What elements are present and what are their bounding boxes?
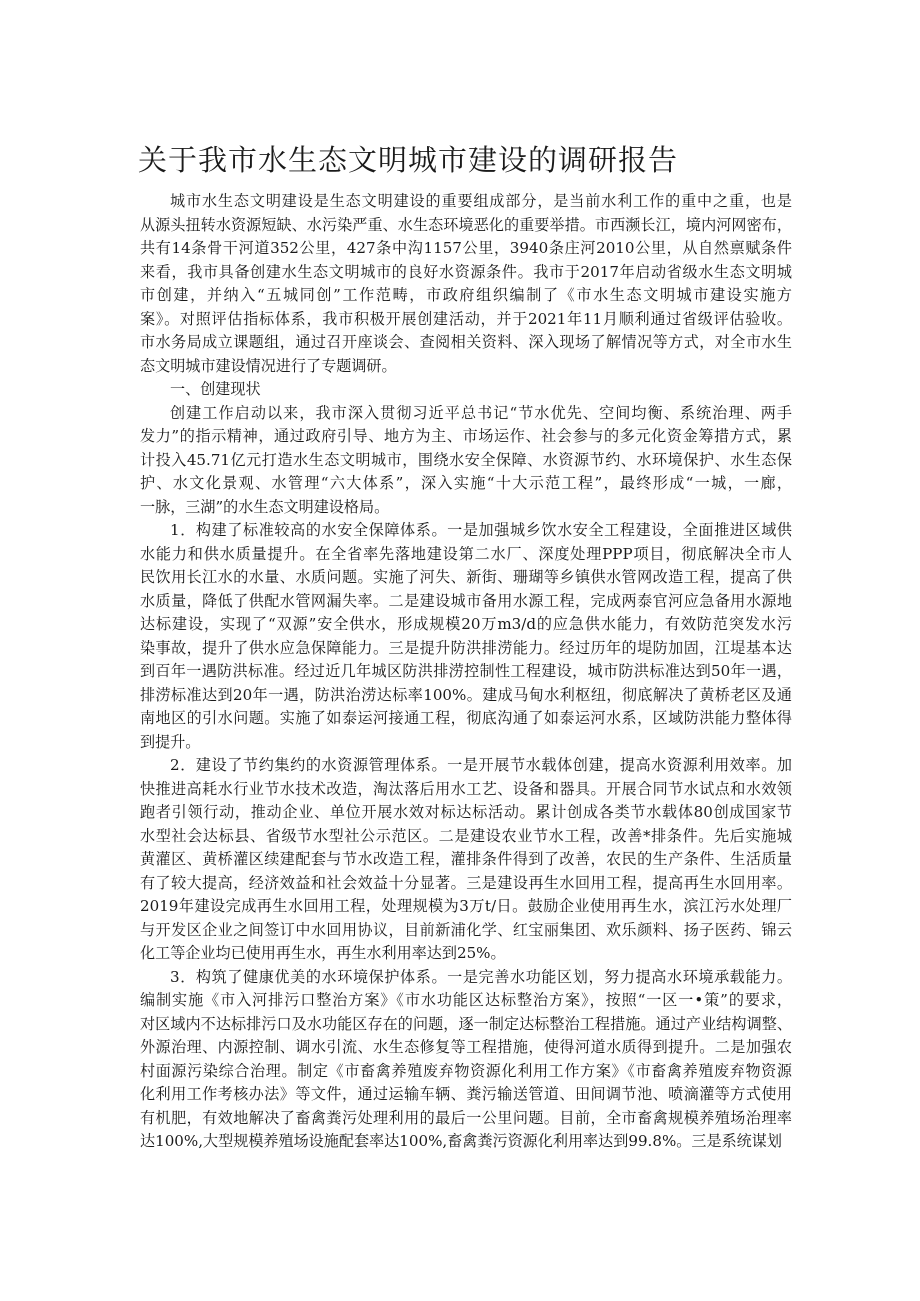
paragraph-line: 快推进高耗水行业节水技术改造，淘汰落后用水工艺、设备和器具。开展合同节水试点和水效领 [140,779,792,798]
paragraph-line: 对区域内不达标排污口及水功能区存在的问题，逐一制定达标整治工程措施。通过产业结构调整、 [140,1014,792,1033]
paragraph-line: 水质量，降低了供配水管网漏失率。二是建设城市备用水源工程，完成两泰官河应急备用水源地 [140,591,792,610]
paragraph-line: 从源头扭转水资源短缺、水污染严重、水生态环境恶化的重要举措。市西濒长江，境内河网密布， [140,215,792,234]
paragraph-line: 化工等企业均已使用再生水，再生水利用率达到25%。 [140,944,506,962]
paragraph-line: 与开发区企业之间签订中水回用协议，目前新浦化学、红宝丽集团、欢乐颜料、扬子医药、锦云 [140,920,792,939]
paragraph-line: 城市水生态文明建设是生态文明建设的重要组成部分，是当前水利工作的重中之重，也是 [170,192,792,210]
paragraph-line: 化利用工作考核办法》等文件，通过运输车辆、粪污输送管道、田间调节池、喷滴灌等方式使用 [140,1085,792,1103]
paragraph-line: 村面源污染综合治理。制定《市畜禽养殖废弃物资源化利用工作方案》《市畜禽养殖废弃物资源 [140,1061,792,1080]
paragraph-line: 有机肥，有效地解决了畜禽粪污处理利用的最后一公里问题。目前，全市畜禽规模养殖场治理率 [140,1108,792,1127]
paragraph-line: 共有14条骨干河道352公里，427条中沟1157公里，3940条庄河2010公里，从自然禀赋条件 [140,239,792,257]
paragraph-line: 案》。对照评估指标体系，我市积极开展创建活动，并于2021年11月顺利通过省级评估验收。 [140,309,792,328]
paragraph-line: 达标建设，实现了“双源”安全供水，形成规模20万m3∕d的应急供水能力，有效防范突发水污 [140,615,792,633]
paragraph [140,190,792,378]
paragraph-line: 态文明城市建设情况进行了专题调研。 [140,356,397,375]
paragraph-line: 达100%,大型规模养殖场设施配套率达100%,畜禽粪污资源化利用率达到99.8%。三是系统谋划 [140,1132,782,1150]
paragraph-line: 水型社会达标县、省级节水型社公示范区。二是建设农业节水工程，改善*排条件。先后实施城 [140,826,792,845]
paragraph-line: 到百年一遇防洪标准。经过近几年城区防洪排涝控制性工程建设，城市防洪标准达到50年一遇， [140,662,792,680]
section-heading [140,378,792,402]
paragraph-line: 水能力和供水质量提升。在全省率先落地建设第二水厂、深度处理PPP项目，彻底解决全市人 [140,544,792,563]
paragraph-line: 染事故，提升了供水应急保障能力。三是提升防洪排涝能力。经过历年的堤防加固，江堤基本达 [140,638,792,657]
paragraph-line: 市创建，并纳入“五城同创”工作范畴，市政府组织编制了《市水生态文明城市建设实施方 [140,286,792,304]
paragraph-line: 创建工作启动以来，我市深入贯彻习近平总书记“节水优先、空间均衡、系统治理、两手 [170,403,792,422]
paragraph-line: 来看，我市具备创建水生态文明城市的良好水资源条件。我市于2017年启动省级水生态文明城 [140,262,792,281]
paragraph-line: 跑者引领行动，推动企业、单位开展水效对标达标活动。累计创成各类节水载体80创成国家节 [140,803,792,821]
paragraph-line: 一、创建现状 [170,380,261,398]
paragraph-line: 民饮用长江水的水量、水质问题。实施了河失、新街、珊瑚等乡镇供水管网改造工程，提高了供 [140,568,792,586]
paragraph [140,402,792,520]
paragraph-line: 2．建设了节约集约的水资源管理体系。一是开展节水载体创建，提高水资源利用效率。加 [170,756,792,774]
paragraph-line: 排涝标准达到20年一遇，防洪治涝达标率100%。建成马甸水利枢纽，彻底解决了黄桥老区及通 [140,685,792,704]
document-title: 关于我市水生态文明城市建设的调研报告 [138,143,679,177]
paragraph-line: 发力”的指示精神，通过政府引导、地方为主、市场运作、社会参与的多元化资金筹措方式，累 [140,427,792,445]
paragraph-line: 护、水文化景观、水管理“六大体系”，深入实施“十大示范工程”，最终形成“一城，一廊， [140,474,792,492]
paragraph-line: 计投入45.71亿元打造水生态文明城市，围绕水安全保障、水资源节约、水环境保护、水生态保 [140,450,792,469]
paragraph-line: 3．构筑了健康优美的水环境保护体系。一是完善水功能区划，努力提高水环境承载能力。 [170,967,792,986]
document-body [140,190,792,1154]
paragraph [140,754,792,966]
paragraph-line: 有了较大提高，经济效益和社会效益十分显著。三是建设再生水回用工程，提高再生水回用率。 [140,873,792,892]
paragraph-line: 编制实施《市入河排污口整治方案》《市水功能区达标整治方案》，按照“一区一•策”的要求， [140,991,792,1009]
paragraph-line: 外源治理、内源控制、调水引流、水生态修复等工程措施，使得河道水质得到提升。二是加强农 [140,1038,792,1056]
paragraph-line: 黄灌区、黄桥灌区续建配套与节水改造工程，灌排条件得到了改善，农民的生产条件、生活质量 [140,850,792,868]
paragraph-line: 2019年建设完成再生水回用工程，处理规模为3万t∕日。鼓励企业使用再生水，滨江污水处理厂 [140,897,792,915]
paragraph-line: 1．构建了标准较高的水安全保障体系。一是加强城乡饮水安全工程建设，全面推进区域供 [170,521,792,539]
paragraph-line: 市水务局成立课题组，通过召开座谈会、查阅相关资料、深入现场了解情况等方式，对全市水生 [140,333,792,351]
paragraph-line: 南地区的引水问题。实施了如泰运河接通工程，彻底沟通了如泰运河水系，区域防洪能力整体得 [140,709,792,727]
paragraph [140,519,792,754]
paragraph [140,966,792,1154]
paragraph-line: 到提升。 [140,732,201,751]
paragraph-line: 一脉，三湖”的水生态文明建设格局。 [140,497,390,516]
